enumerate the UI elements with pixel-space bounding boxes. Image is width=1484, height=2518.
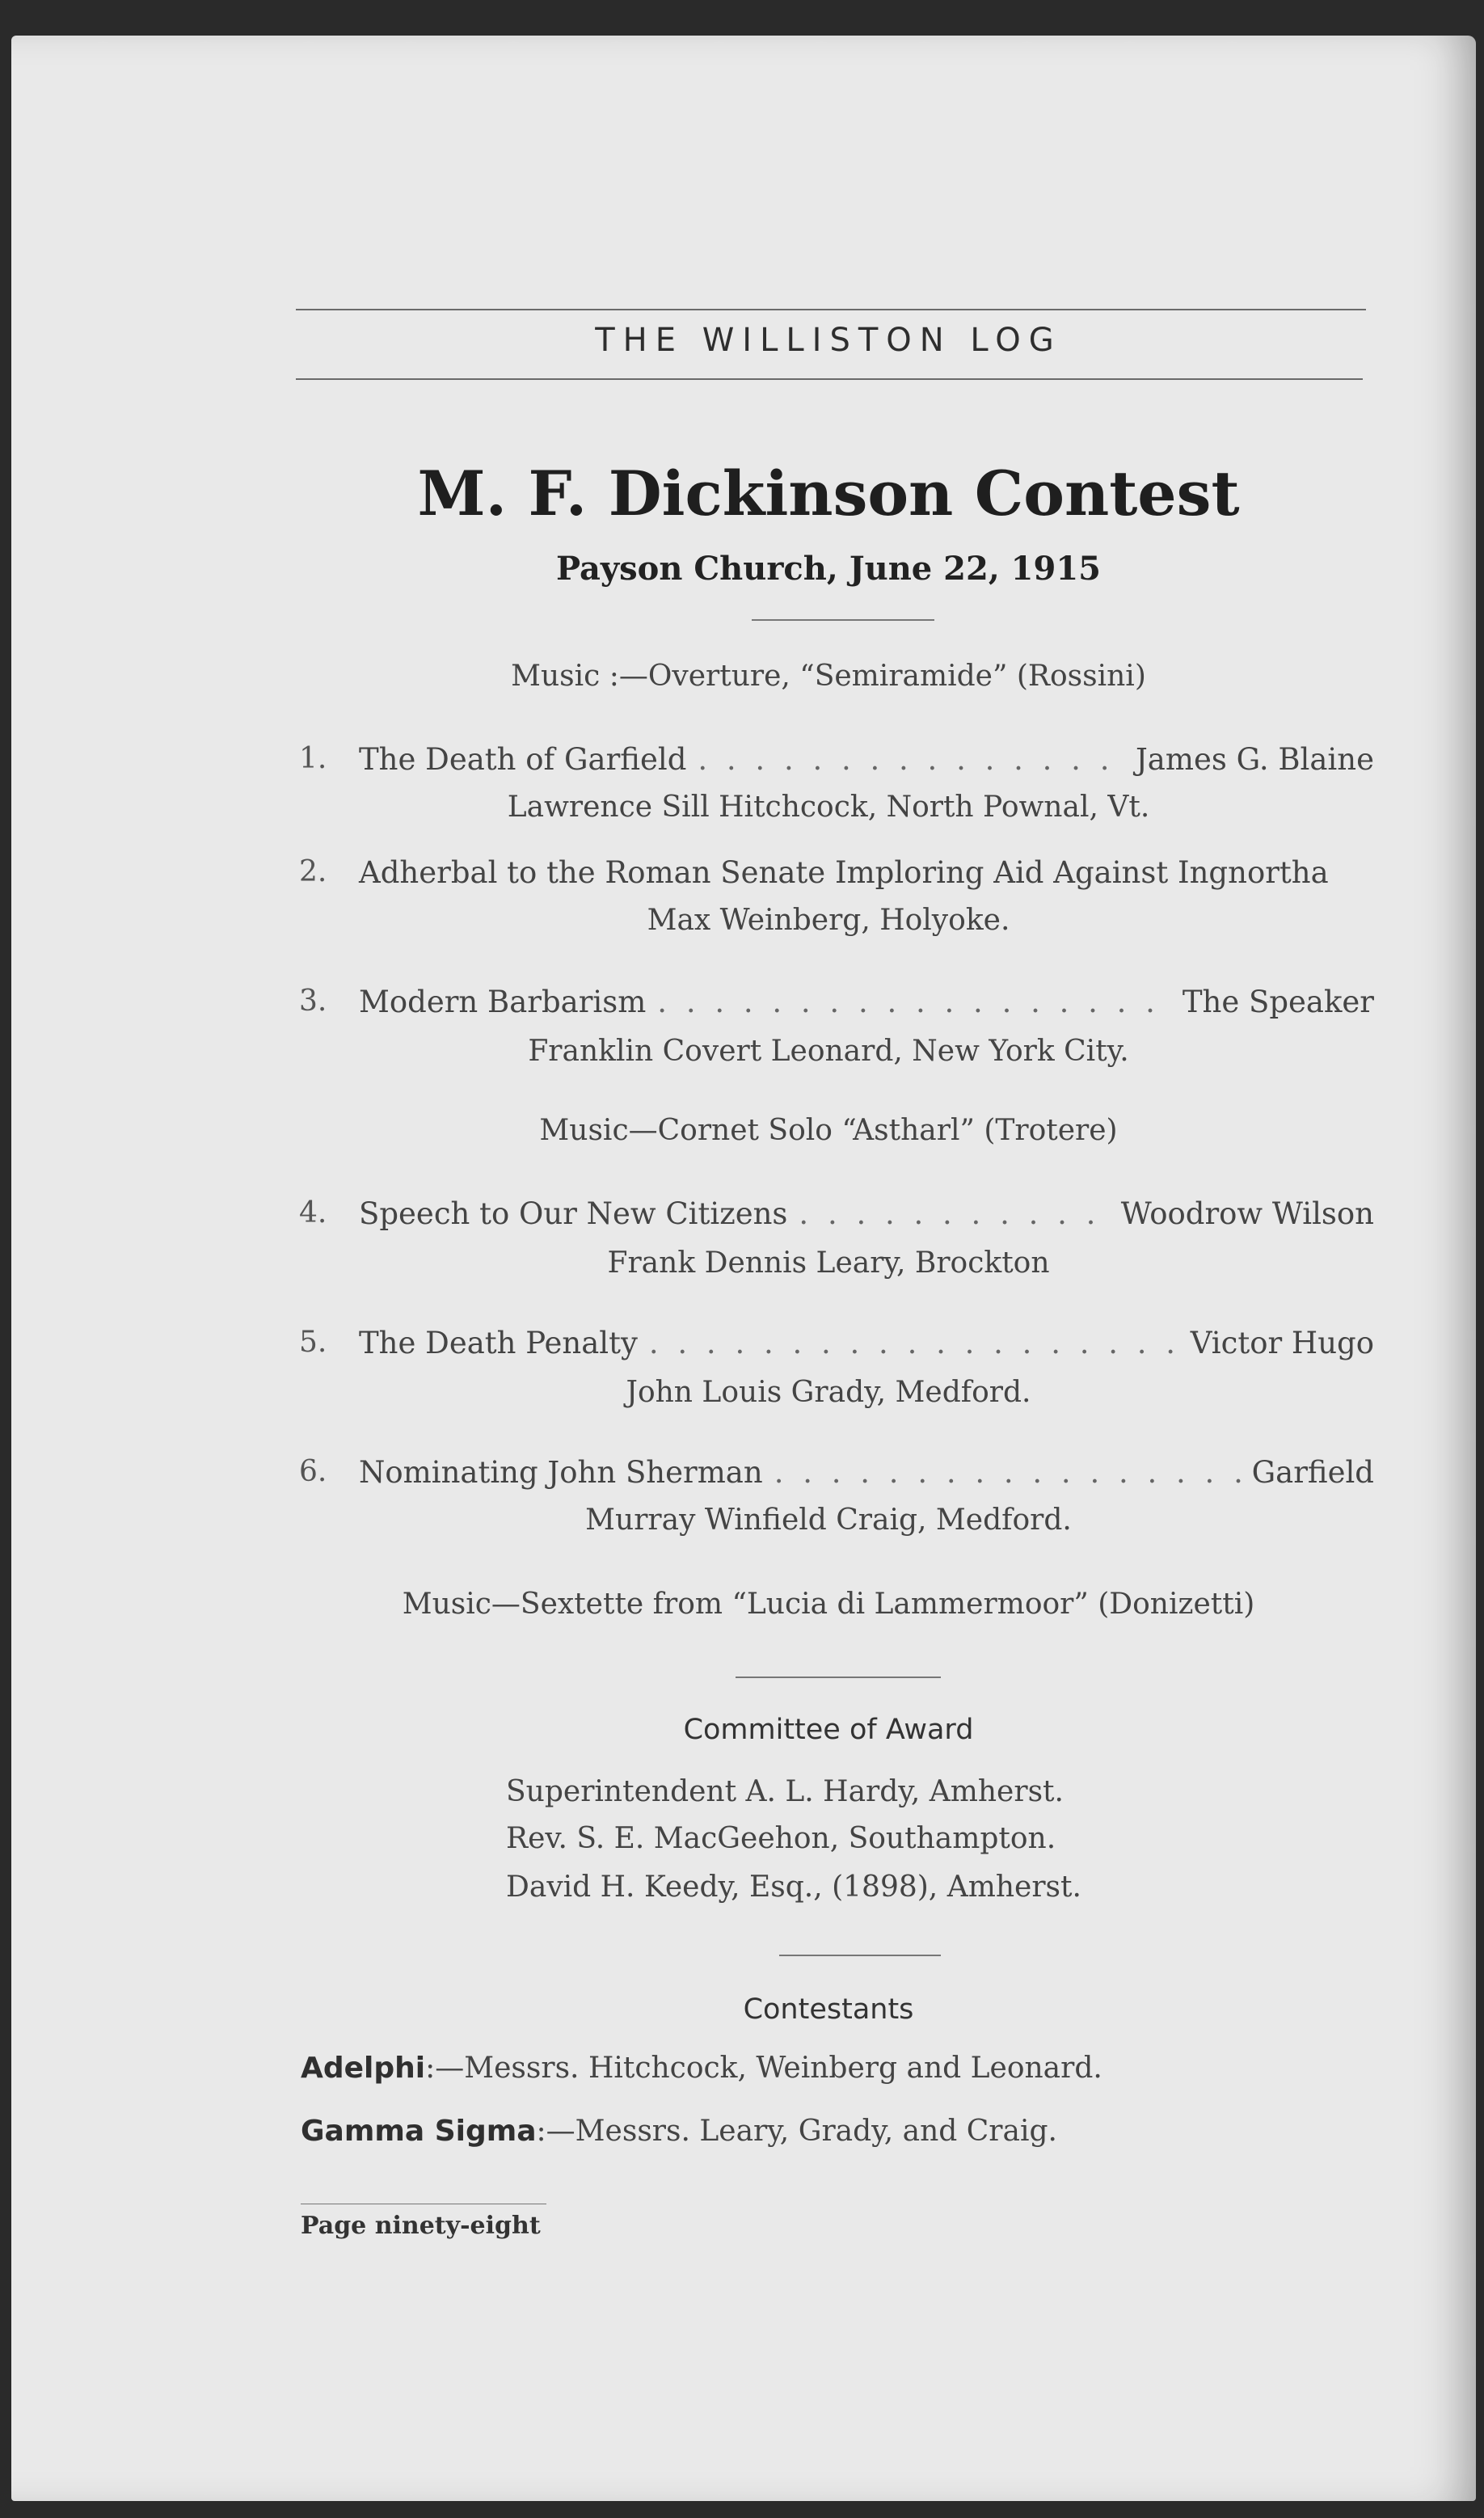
contestant-group <box>301 2052 1102 2085</box>
page-title: M. F. Dickinson Contest <box>417 458 1240 529</box>
entry-number: 6. <box>299 1455 327 1488</box>
entry-author: James G. Blaine <box>1135 742 1374 777</box>
entry-speaker: Franklin Covert Leonard, New York City. <box>528 1035 1129 1068</box>
contestant-names: :—Messrs. Hitchcock, Weinberg and Leonard. <box>425 2052 1102 2085</box>
header-rule-bottom <box>296 378 1363 380</box>
entry-number: 3. <box>299 985 327 1018</box>
entry-title: Speech to Our New Citizens <box>359 1196 788 1231</box>
entry-author: The Speaker <box>1182 985 1374 1019</box>
contestants-heading: Contestants <box>743 1993 914 2026</box>
entry-number: 1. <box>299 742 327 775</box>
entry-number: 5. <box>299 1326 327 1359</box>
music-line: Music—Sextette from “Lucia di Lammermoor” (Donizetti) <box>402 1588 1255 1621</box>
entry-title: Modern Barbarism <box>359 985 647 1019</box>
dot-leader <box>657 985 1171 1019</box>
society-name: Adelphi <box>301 2052 426 2085</box>
entry-speaker: Murray Winfield Craig, Medford. <box>585 1504 1072 1537</box>
entry-speaker: Max Weinberg, Holyoke. <box>647 904 1010 937</box>
entry-title: The Death Penalty <box>359 1326 638 1360</box>
entry-title: Adherbal to the Roman Senate Imploring Aid Against Ingnortha <box>359 855 1329 890</box>
entry-title: Nominating John Sherman <box>359 1455 763 1490</box>
program-entry <box>299 985 1374 1027</box>
program-entry <box>299 855 1374 897</box>
music-line: Music :—Overture, “Semiramide” (Rossini) <box>511 660 1146 693</box>
program-entry <box>299 742 1374 784</box>
entry-speaker: John Louis Grady, Medford. <box>626 1376 1031 1409</box>
entry-author: Garfield <box>1251 1455 1374 1490</box>
committee-member: David H. Keedy, Esq., (1898), Amherst. <box>506 1871 1081 1904</box>
society-name: Gamma Sigma <box>301 2115 537 2148</box>
committee-member: Rev. S. E. MacGeehon, Southampton. <box>506 1822 1056 1855</box>
program-entry <box>299 1455 1374 1497</box>
entry-speaker: Frank Dennis Leary, Brockton <box>607 1246 1050 1280</box>
dot-leader <box>774 1455 1241 1490</box>
program-entry <box>299 1326 1374 1368</box>
page-subtitle: Payson Church, June 22, 1915 <box>555 550 1102 588</box>
committee-member: Superintendent A. L. Hardy, Amherst. <box>506 1775 1064 1808</box>
entry-number: 2. <box>299 855 327 888</box>
header-rule-top <box>296 309 1366 310</box>
dot-leader <box>799 1196 1109 1231</box>
committee-heading: Committee of Award <box>683 1714 974 1746</box>
program-entry <box>299 1196 1374 1238</box>
dot-leader <box>649 1326 1179 1360</box>
music-line: Music—Cornet Solo “Astharl” (Trotere) <box>539 1114 1118 1147</box>
divider <box>736 1677 941 1678</box>
entry-author: Victor Hugo <box>1190 1326 1374 1360</box>
contestant-names: :—Messrs. Leary, Grady, and Craig. <box>536 2115 1057 2148</box>
dot-leader <box>698 742 1124 777</box>
entry-number: 4. <box>299 1196 327 1229</box>
contestant-group <box>301 2115 1057 2148</box>
divider <box>779 1955 941 1956</box>
entry-title: The Death of Garfield <box>359 742 687 777</box>
entry-speaker: Lawrence Sill Hitchcock, North Pownal, Vt. <box>507 791 1150 824</box>
page-number: Page ninety-eight <box>301 2212 541 2240</box>
running-title: THE WILLISTON LOG <box>595 322 1062 359</box>
entry-author: Woodrow Wilson <box>1120 1196 1374 1231</box>
divider <box>752 619 934 621</box>
